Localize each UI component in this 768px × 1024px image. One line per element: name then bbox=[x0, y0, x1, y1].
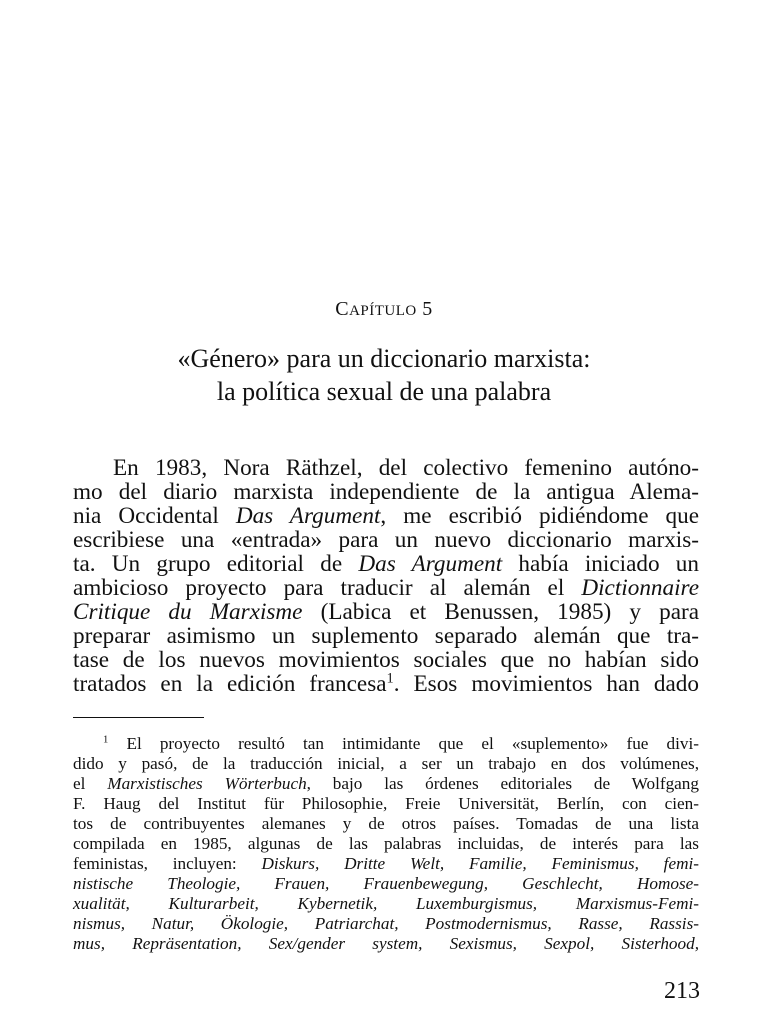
body-text-run: (Labica et Benussen, 1985) y para bbox=[302, 599, 700, 625]
body-line: tase de los nuevos movimientos sociales que no habían sido bbox=[73, 647, 699, 673]
footnote-line: F. Haug del Institut für Philosophie, Freie Universität, Berlín, con cien- bbox=[73, 794, 699, 813]
body-line bbox=[73, 672, 699, 696]
book-title: Critique du Marxisme bbox=[73, 599, 303, 625]
book-title: Marxistisches Wörterbuch bbox=[107, 774, 307, 793]
chapter-label-smallcaps: APÍTULO bbox=[349, 303, 417, 319]
footnote-line bbox=[73, 914, 699, 934]
footnote-text-run: el bbox=[73, 774, 108, 793]
footnote-line: tos de contribuyentes alemanes y de otros países. Tomadas de una lista bbox=[73, 814, 699, 833]
term-list: mus, Repräsentation, Sex/gender system, Sexismus, Sexpol, Sisterhood, bbox=[73, 934, 699, 953]
term-list: nistische Theologie, Frauen, Frauenbewegung, Geschlecht, Homose- bbox=[73, 874, 699, 893]
chapter-label bbox=[0, 298, 768, 321]
body-line: escribiese una «entrada» para un nuevo diccionario marxis- bbox=[73, 527, 699, 553]
body-line bbox=[73, 600, 699, 624]
body-line bbox=[73, 576, 699, 600]
book-title: Dictionnaire bbox=[581, 575, 699, 601]
body-line: En 1983, Nora Räthzel, del colectivo femenino autóno- bbox=[113, 455, 699, 481]
footnote-line bbox=[73, 774, 699, 794]
footnote-text-run: feministas, incluyen: bbox=[73, 854, 262, 873]
chapter-number: 5 bbox=[422, 298, 433, 320]
body-text-run: . Esos movimientos han dado bbox=[393, 671, 699, 697]
body-text-run: nia Occidental bbox=[73, 503, 236, 529]
chapter-title-line-1: «Género» para un diccionario marxista: bbox=[177, 344, 591, 373]
footnote-marker: 1 bbox=[103, 734, 109, 746]
footnote bbox=[73, 734, 699, 954]
journal-title: Das Argument bbox=[358, 551, 503, 577]
chapter-label-initial: C bbox=[335, 298, 350, 320]
footnote-text-run: El proyecto resultó tan intimidante que el «suplemento» fue divi- bbox=[108, 734, 699, 753]
body-text-run: había iniciado un bbox=[502, 551, 699, 577]
term-list: xualität, Kulturarbeit, Kybernetik, Luxemburgismus, Marxismus-Femi- bbox=[73, 894, 699, 913]
journal-title: Das Argument bbox=[235, 503, 381, 529]
chapter-title bbox=[0, 342, 768, 408]
body-text-run: ta. Un grupo editorial de bbox=[73, 551, 359, 577]
footnote-divider bbox=[73, 717, 204, 718]
footnote-line: compilada en 1985, algunas de las palabras incluidas, de interés para las bbox=[73, 834, 699, 853]
footnote-text-run: , bajo las órdenes editoriales de Wolfgang bbox=[306, 774, 699, 793]
chapter-title-line-2: la política sexual de una palabra bbox=[216, 377, 552, 406]
footnote-reference[interactable]: 1 bbox=[386, 670, 394, 687]
footnote-line bbox=[73, 934, 699, 954]
body-text-run: , me escribió pidiéndome que bbox=[380, 503, 699, 529]
body-line bbox=[73, 552, 699, 576]
footnote-line bbox=[73, 854, 699, 874]
body-line bbox=[73, 504, 699, 528]
page-number: 213 bbox=[664, 978, 700, 1004]
term-list: Diskurs, Dritte Welt, Familie, Feminismus, femi- bbox=[261, 854, 700, 873]
body-paragraph bbox=[73, 456, 699, 696]
body-text-run: ambicioso proyecto para traducir al alemán el bbox=[73, 575, 582, 601]
body-line: mo del diario marxista independiente de la antigua Alema- bbox=[73, 479, 699, 505]
footnote-line: dido y pasó, de la traducción inicial, a ser un trabajo en dos volúmenes, bbox=[73, 754, 699, 773]
term-list: nismus, Natur, Ökologie, Patriarchat, Postmodernismus, Rasse, Rassis- bbox=[73, 914, 699, 933]
body-line: preparar asimismo un suplemento separado alemán que tra- bbox=[73, 623, 699, 649]
footnote-line bbox=[73, 894, 699, 914]
body-text-run: tratados en la edición francesa bbox=[73, 671, 387, 697]
footnote-line bbox=[73, 734, 699, 754]
footnote-line bbox=[73, 874, 699, 894]
